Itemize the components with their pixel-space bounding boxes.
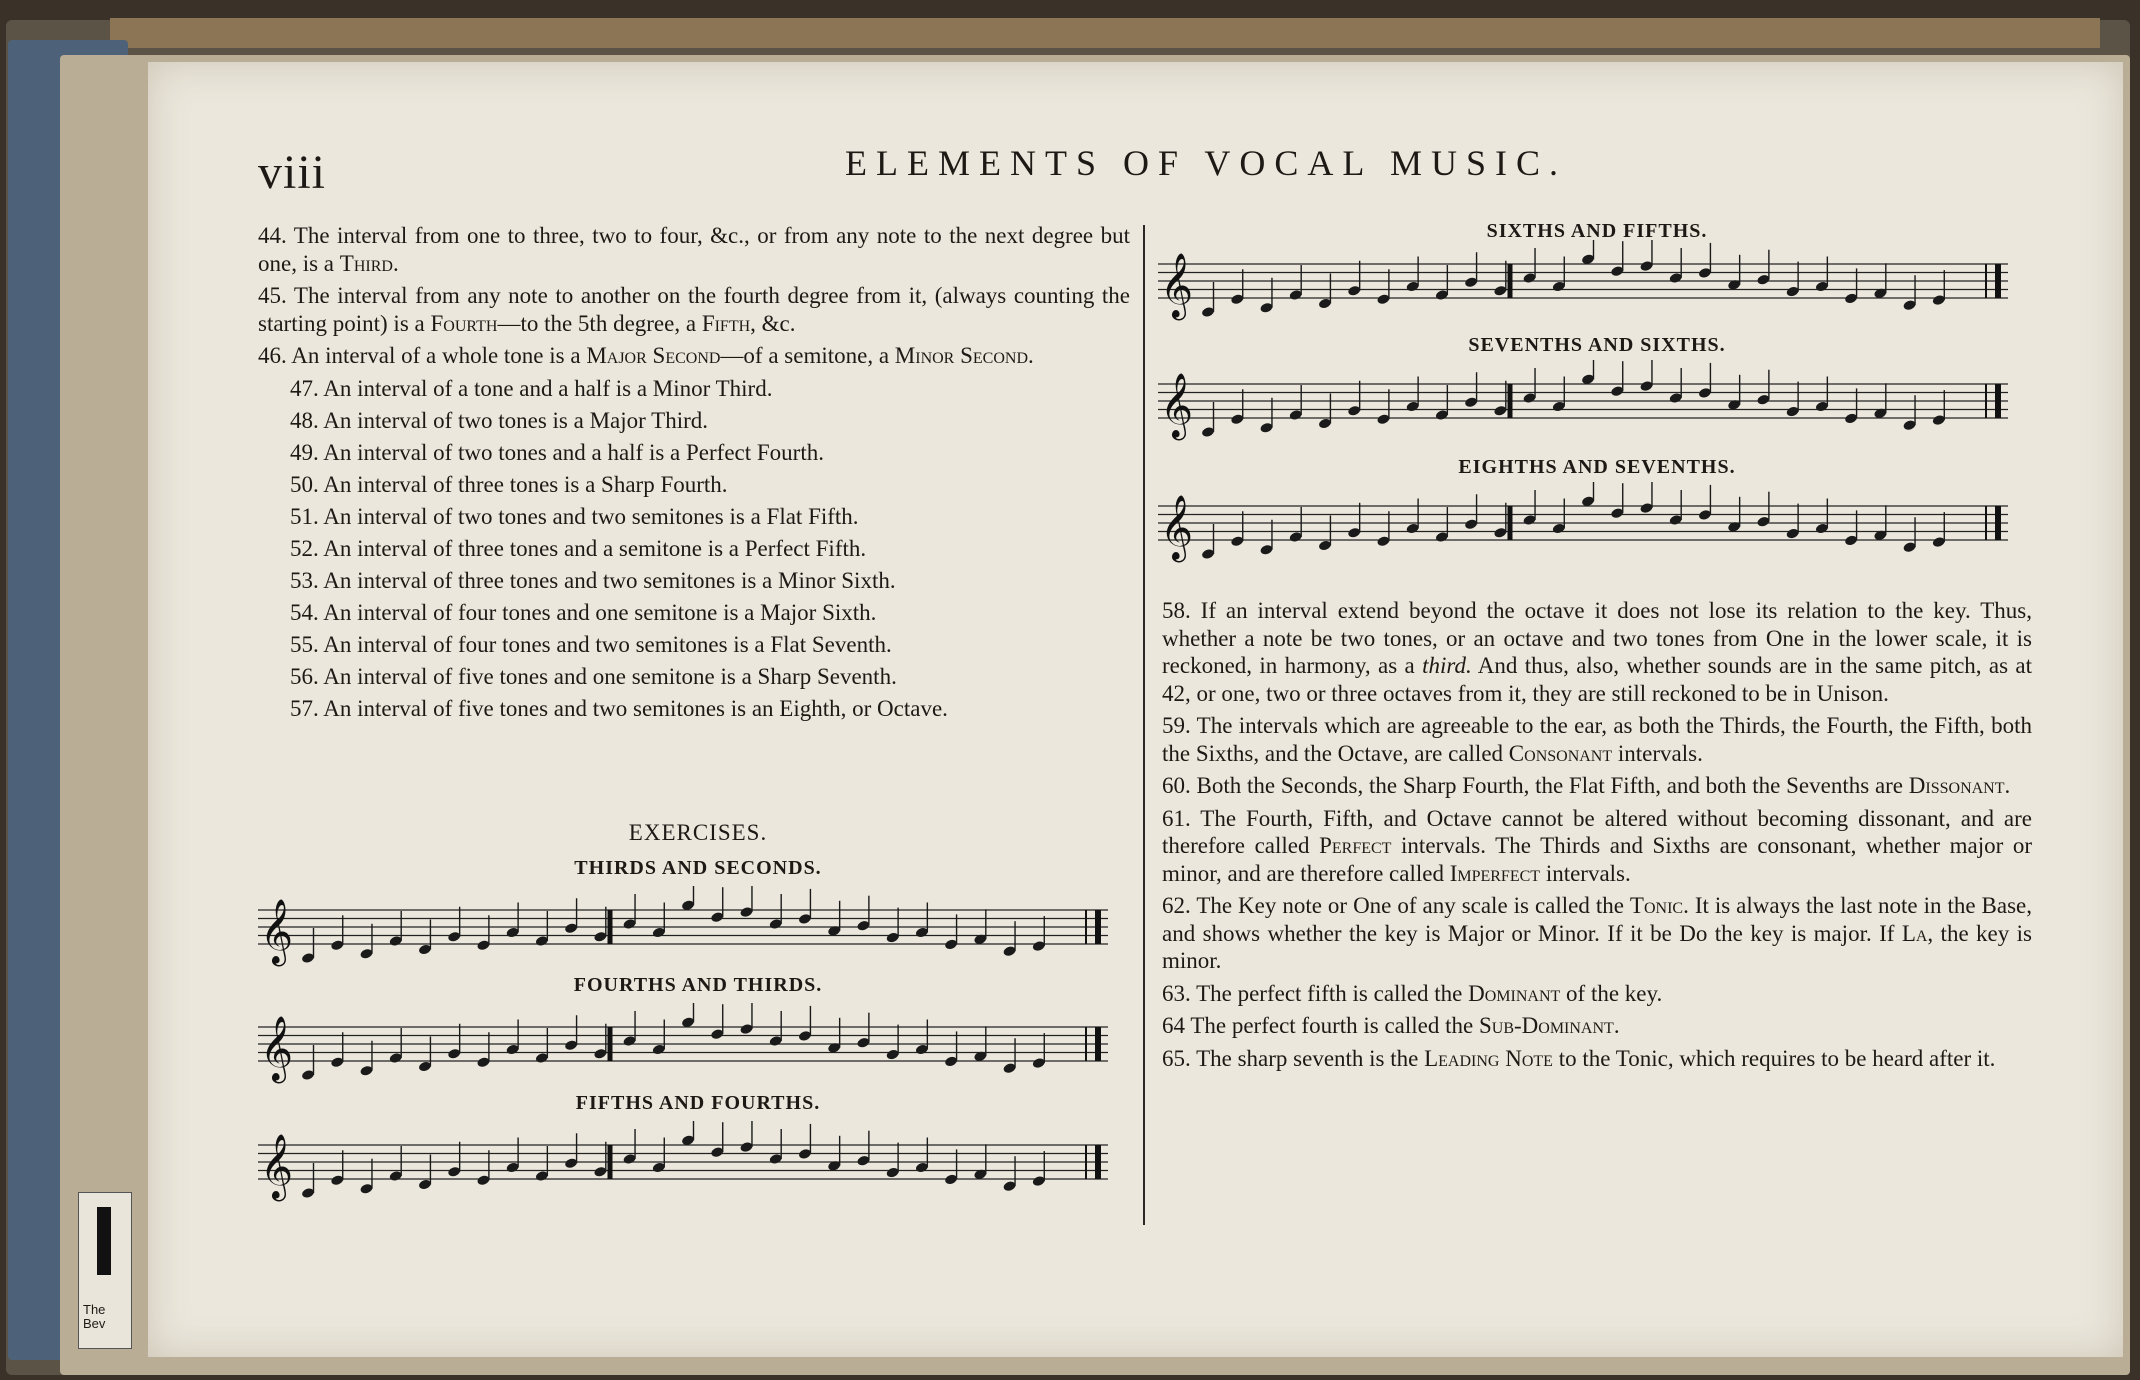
exercise-heading-eighths-sevenths: EIGHTHS AND SEVENTHS. xyxy=(1458,456,1736,478)
paragraph-60: 60. Both the Seconds, the Sharp Fourth, the Flat Fifth, and both the Sevenths are Dissonant. xyxy=(1162,773,2011,798)
list-item: 54. An interval of four tones and one semitone is a Major Sixth. xyxy=(290,599,877,625)
paragraph-58: 58. If an interval extend beyond the octave it does not lose its relation to the key. Thus, whether a note be two tones, or an octave and two tones from One in the lower scale, it is reckoned, in harmony, as a third. And thus, also, whether sounds are in the same pitch, as at 42, or one, two or three octaves from it, they are still reckoned to be in Unison. xyxy=(1162,598,2032,706)
paragraph-59: 59. The intervals which are agreeable to the ear, as both the Thirds, the Fourth, the Fifth, both the Sixths, and the Octave, are called Consonant intervals. xyxy=(1162,713,2032,766)
list-item: 55. An interval of four tones and two semitones is a Flat Seventh. xyxy=(290,631,892,657)
list-item: 51. An interval of two tones and two semitones is a Flat Fifth. xyxy=(290,503,859,529)
list-item: 47. An interval of a tone and a half is a Minor Third. xyxy=(290,375,773,401)
treble-clef-icon: 𝄞 xyxy=(1160,253,1194,318)
paragraph-61: 61. The Fourth, Fifth, and Octave cannot be altered without becoming dissonant, and are therefore called Perfect intervals. The Thirds and Sixths are consonant, whether major or minor, and are therefore called Imperfect intervals. xyxy=(1162,805,2032,886)
treble-clef-icon: 𝄞 xyxy=(1160,495,1194,560)
paragraph-65: 65. The sharp seventh is the Leading Note to the Tonic, which requires to be heard after it. xyxy=(1162,1045,1996,1071)
column-divider xyxy=(1143,225,1145,1225)
barcode-bar xyxy=(97,1207,111,1275)
exercises-title: EXERCISES. xyxy=(628,820,768,845)
right-column xyxy=(1162,597,2032,1077)
list-item: 57. An interval of five tones and two semitones is an Eighth, or Octave. xyxy=(290,695,948,721)
exercise-heading-fifths-fourths: FIFTHS AND FOURTHS. xyxy=(575,1092,821,1114)
exercise-heading-thirds-seconds: THIRDS AND SECONDS. xyxy=(574,857,822,879)
running-title: ELEMENTS OF VOCAL MUSIC. xyxy=(845,143,1568,183)
list-item: 48. An interval of two tones is a Major Third. xyxy=(290,407,708,433)
list-item: 49. An interval of two tones and a half is a Perfect Fourth. xyxy=(290,439,824,465)
paragraph-45: 45. The interval from any note to another on the fourth degree from it, (always counting the starting point) is a Fourth—to the 5th degree, a Fifth, &c. xyxy=(258,283,1130,336)
library-label-text: The Bev xyxy=(83,1302,106,1331)
paragraph-62: 62. The Key note or One of any scale is called the Tonic. It is always the last note in the Base, and shows whether the key is Major or Minor. If it be Do the key is major. If La, the key is minor. xyxy=(1162,893,2032,973)
treble-clef-icon: 𝄞 xyxy=(260,1016,294,1081)
list-item: 56. An interval of five tones and one semitone is a Sharp Seventh. xyxy=(290,663,897,689)
paragraph-46: 46. An interval of a whole tone is a Major Second—of a semitone, a Minor Second. xyxy=(258,343,1034,368)
treble-clef-icon: 𝄞 xyxy=(260,899,294,964)
music-staff-sevenths-sixths xyxy=(1158,360,2038,470)
cover-edge xyxy=(110,18,2100,48)
paragraph-44: 44. The interval from one to three, two to four, &c., or from any note to the next degree but one, is a Third. xyxy=(258,223,1130,276)
music-staff-eighths-sevenths xyxy=(1158,482,2038,592)
left-column xyxy=(258,222,1130,727)
list-item: 53. An interval of three tones and two semitones is a Minor Sixth. xyxy=(290,567,896,593)
library-label xyxy=(78,1192,132,1349)
paragraph-63: 63. The perfect fifth is called the Dominant of the key. xyxy=(1162,980,1663,1006)
page-number: viii xyxy=(258,146,327,199)
exercise-heading-sixths-fifths: SIXTHS AND FIFTHS. xyxy=(1486,220,1708,242)
music-staff-fifths-fourths xyxy=(258,1121,1138,1231)
exercise-heading-fourths-thirds: FOURTHS AND THIRDS. xyxy=(573,974,823,996)
list-item: 50. An interval of three tones is a Sharp Fourth. xyxy=(290,471,728,497)
treble-clef-icon: 𝄞 xyxy=(1160,373,1194,438)
treble-clef-icon: 𝄞 xyxy=(260,1134,294,1199)
list-item: 52. An interval of three tones and a semitone is a Perfect Fifth. xyxy=(290,535,867,561)
paragraph-64: 64 The perfect fourth is called the Sub-Dominant. xyxy=(1162,1013,1620,1038)
exercise-heading-sevenths-sixths: SEVENTHS AND SIXTHS. xyxy=(1468,334,1726,356)
